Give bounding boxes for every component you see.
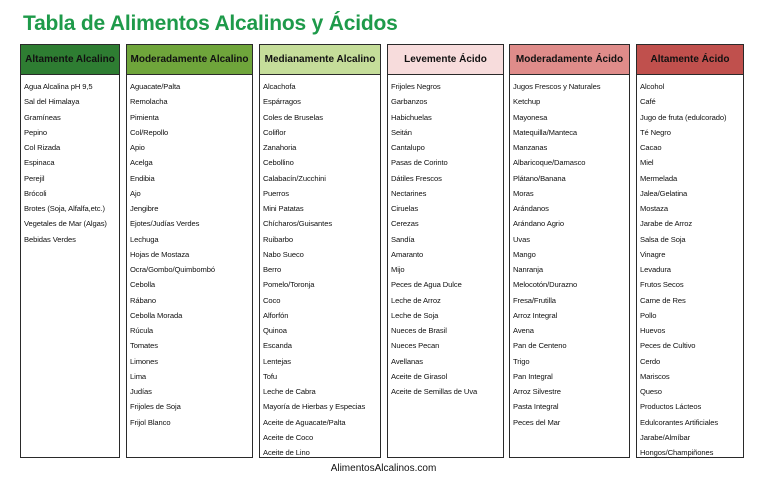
food-item: Miel [640, 158, 654, 168]
food-item: Arándano Agrio [513, 219, 564, 229]
food-item: Manzanas [513, 143, 548, 152]
food-item: Ruibarbo [263, 234, 294, 244]
food-item: Tofu [263, 371, 277, 381]
column-header: Medianamente Alcalino [260, 45, 380, 75]
food-item: Mijo [391, 265, 405, 274]
food-item: Cerezas [391, 219, 419, 229]
food-item: Perejil [24, 173, 45, 183]
column-altamente-acido [636, 44, 744, 458]
column-header: Altamente Alcalino [21, 45, 119, 75]
food-item: Nectarines [391, 188, 427, 198]
food-item: Pasta Integral [513, 402, 559, 412]
food-item: Matequilla/Manteca [513, 127, 578, 137]
food-item: Nanranja [513, 265, 544, 274]
food-item: Lechuga [130, 234, 159, 244]
food-item: Remolacha [130, 97, 168, 107]
food-item: Aceite de Semillas de Uva [391, 387, 478, 396]
food-item: Agua Alcalina pH 9,5 [24, 82, 93, 91]
food-item: Uvas [513, 234, 530, 244]
footer-url: AlimentosAlcalinos.com [330, 463, 437, 474]
food-item: Arroz Silvestre [513, 387, 561, 396]
food-item: Ocra/Gombo/Quimbombó [130, 265, 215, 274]
food-item: Col/Repollo [130, 127, 169, 137]
food-item: Garbanzos [391, 97, 428, 107]
food-item: Rúcula [130, 326, 154, 335]
food-list [637, 75, 743, 460]
food-item: Acelga [130, 158, 153, 168]
food-item: Nueces Pecan [391, 341, 440, 351]
food-item: Berro [263, 265, 282, 274]
food-item: Frutos Secos [640, 280, 684, 290]
food-item: Mayonesa [513, 112, 548, 122]
food-item: Leche de Arroz [391, 295, 441, 305]
food-item: Arroz Integral [513, 310, 558, 320]
food-item: Peces de Cultivo [640, 341, 696, 351]
food-item: Edulcorantes Artificiales [640, 417, 719, 427]
food-item: Seitán [391, 127, 412, 137]
food-item: Albaricoque/Damasco [513, 158, 586, 168]
food-item: Gramíneas [24, 112, 61, 122]
food-item: Moras [513, 188, 534, 198]
food-item: Bebidas Verdes [24, 234, 76, 244]
page-title: Tabla de Alimentos Alcalinos y Ácidos [23, 12, 398, 35]
column-levemente-acido [387, 44, 504, 458]
food-item: Pollo [640, 310, 657, 320]
food-item: Pasas de Corinto [391, 158, 448, 168]
food-item: Zanahoria [263, 143, 297, 152]
food-item: Fresa/Frutilla [513, 295, 556, 305]
column-altamente-alcalino [20, 44, 120, 458]
food-item: Jugo de fruta (edulcorado) [640, 112, 727, 122]
food-item: Avellanas [391, 356, 423, 366]
column-header: Moderadamente Ácido [510, 45, 629, 75]
food-item: Carne de Res [640, 295, 686, 305]
food-item: Cacao [640, 143, 662, 152]
food-item: Mostaza [640, 204, 668, 213]
food-item: Pomelo/Toronja [263, 280, 315, 290]
food-item: Mermelada [640, 173, 678, 183]
food-item: Melocotón/Durazno [513, 280, 578, 290]
food-item: Sal del Himalaya [24, 97, 80, 107]
food-item: Cerdo [640, 356, 661, 366]
food-item: Endibia [130, 173, 155, 183]
food-item: Peces del Mar [513, 417, 561, 427]
food-item: Ajo [130, 188, 141, 198]
food-item: Ketchup [513, 97, 541, 107]
food-item: Vegetales de Mar (Algas) [24, 219, 107, 229]
food-item: Tomates [130, 341, 158, 351]
food-item: Lentejas [263, 356, 291, 366]
food-item: Arándanos [513, 204, 549, 213]
food-item: Pan de Centeno [513, 341, 567, 351]
food-item: Espinaca [24, 158, 55, 168]
food-item: Salsa de Soja [640, 234, 686, 244]
food-item: Mariscos [640, 371, 670, 381]
food-item: Brócoli [24, 188, 47, 198]
food-item: Cebolla [130, 280, 156, 290]
food-item: Habichuelas [391, 112, 432, 122]
food-item: Frijoles Negros [391, 82, 441, 91]
food-item: Cantalupo [391, 143, 425, 152]
food-item: Chícharos/Guisantes [263, 219, 333, 229]
column-medianamente-alcalino [259, 44, 381, 458]
food-item: Sandía [391, 234, 415, 244]
food-item: Quinoa [263, 326, 287, 335]
food-item: Hojas de Mostaza [130, 249, 190, 259]
food-item: Amaranto [391, 249, 424, 259]
food-item: Apio [130, 143, 145, 152]
food-item: Aguacate/Palta [130, 82, 181, 91]
food-item: Avena [513, 326, 534, 335]
food-item: Peces de Agua Dulce [391, 280, 462, 290]
food-item: Frijol Blanco [130, 417, 171, 427]
food-item: Aceite de Coco [263, 432, 314, 442]
column-header: Altamente Ácido [637, 45, 743, 75]
food-item: Ejotes/Judías Verdes [130, 219, 200, 229]
food-item: Huevos [640, 326, 666, 335]
food-item: Nueces de Brasil [391, 326, 447, 335]
food-item: Pan Integral [513, 371, 553, 381]
food-list [260, 75, 380, 460]
column-header: Levemente Ácido [388, 45, 503, 75]
food-item: Mini Patatas [263, 204, 304, 213]
food-item: Hongos/Champiñones [640, 448, 714, 457]
column-moderadamente-acido [509, 44, 630, 458]
food-item: Té Negro [640, 127, 671, 137]
food-list [388, 75, 503, 399]
food-item: Café [640, 97, 656, 107]
food-list [21, 75, 119, 247]
food-item: Aceite de Aguacate/Palta [263, 417, 346, 427]
food-item: Levadura [640, 265, 671, 274]
food-item: Jugos Frescos y Naturales [513, 82, 601, 91]
food-item: Productos Lácteos [640, 402, 702, 412]
food-item: Brotes (Soja, Alfalfa,etc.) [24, 204, 105, 213]
food-item: Alcohol [640, 82, 665, 91]
food-list [127, 75, 252, 430]
food-item: Frijoles de Soja [130, 402, 181, 412]
food-item: Escanda [263, 341, 292, 351]
food-item: Alcachofa [263, 82, 296, 91]
food-item: Pimienta [130, 112, 159, 122]
food-item: Lima [130, 371, 147, 381]
food-item: Trigo [513, 356, 530, 366]
food-item: Vinagre [640, 249, 666, 259]
food-item: Jarabe de Arroz [640, 219, 693, 229]
food-item: Aceite de Girasol [391, 371, 448, 381]
food-item: Mango [513, 249, 536, 259]
food-item: Jengibre [130, 204, 159, 213]
food-item: Dátiles Frescos [391, 173, 442, 183]
food-item: Leche de Cabra [263, 387, 316, 396]
food-item: Col Rizada [24, 143, 61, 152]
column-header: Moderadamente Alcalino [127, 45, 252, 75]
food-list [510, 75, 629, 430]
food-item: Alforfón [263, 310, 289, 320]
food-item: Nabo Sueco [263, 249, 304, 259]
food-item: Puerros [263, 188, 289, 198]
food-item: Plátano/Banana [513, 173, 566, 183]
food-item: Jalea/Gelatina [640, 188, 688, 198]
food-item: Cebolla Morada [130, 310, 183, 320]
food-item: Cebollino [263, 158, 294, 168]
food-item: Queso [640, 387, 662, 396]
food-item: Coco [263, 295, 281, 305]
column-moderadamente-alcalino [126, 44, 253, 458]
food-item: Pepino [24, 127, 48, 137]
food-item: Mayoría de Hierbas y Especias [263, 402, 366, 412]
food-item: Judías [130, 387, 152, 396]
food-item: Calabacín/Zucchini [263, 173, 326, 183]
food-item: Espárragos [263, 97, 301, 107]
food-item: Jarabe/Almíbar [640, 432, 691, 442]
food-item: Coles de Bruselas [263, 112, 323, 122]
food-item: Coliflor [263, 127, 286, 137]
food-item: Aceite de Lino [263, 448, 310, 457]
food-item: Limones [130, 356, 159, 366]
food-item: Leche de Soja [391, 310, 439, 320]
food-item: Ciruelas [391, 204, 419, 213]
food-item: Rábano [130, 295, 157, 305]
